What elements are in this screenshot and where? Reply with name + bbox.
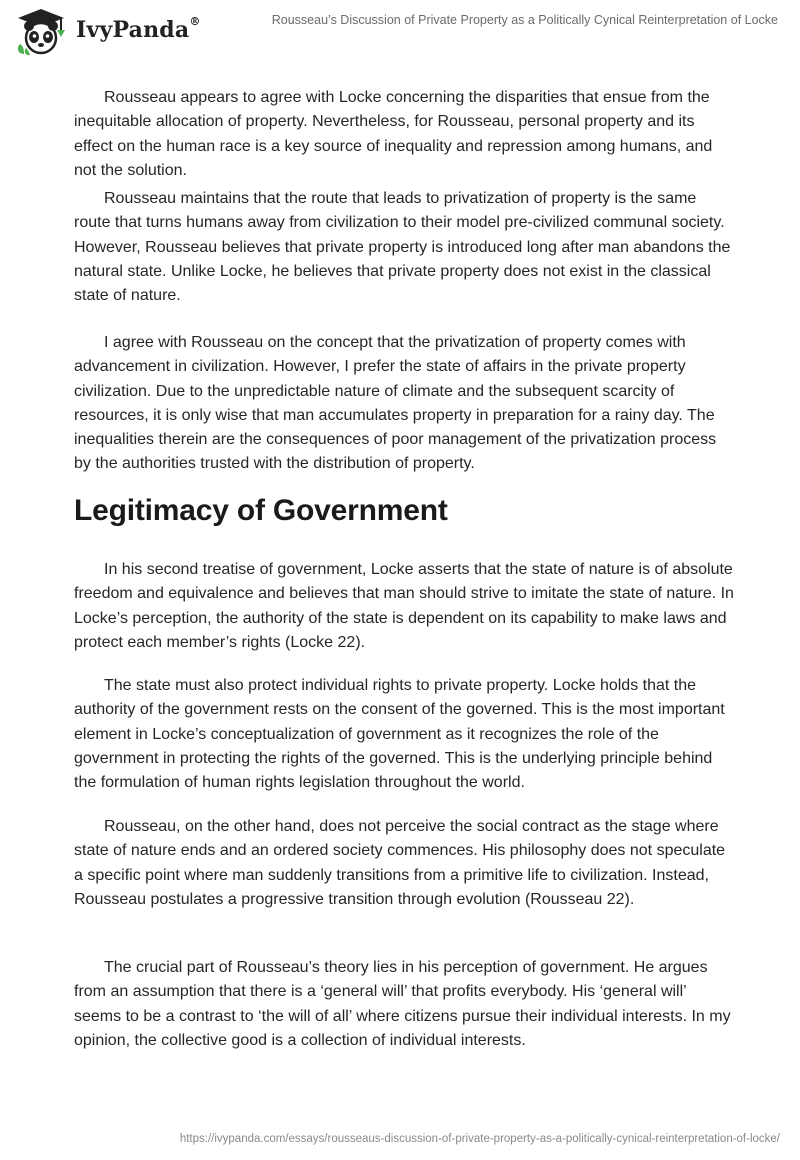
brand-name[interactable] (76, 14, 201, 43)
paragraph: Rousseau maintains that the route that leads to privatization of property is the same route that turns humans away from civilization to their model pre-civilized communal society. However, Rousseau believes that private property is introduced long after man abandons the natural state. Unlike Locke, he believes that private property does not exist in the classical state of nature. (74, 190, 731, 305)
paragraph: Rousseau, on the other hand, does not perceive the social contract as the stage where state of nature ends and an ordered society commences. His philosophy does not speculate a specific point where man suddenly transitions from a primitive life to civilization. Instead, Rousseau postulates a progressive transition through evolution (Rousseau 22). (74, 818, 726, 908)
paragraph: I agree with Rousseau on the concept that the privatization of property comes with advancement in civilization. However, I prefer the state of affairs in the private property civilization. Due to the unpredictable nature of climate and the subsequent scarcity of resources, it is only wise that man accumulates property in preparation for a rainy day. The inequalities therein are the consequences of poor management of the privatization process by the authorities trusted with the distribution of property. (74, 334, 717, 473)
document-title: Rousseau’s Discussion of Private Property as a Politically Cynical Reinterpretation of Locke (271, 13, 778, 27)
source-url[interactable]: https://ivypanda.com/essays/rousseaus-discussion-of-private-property-as-a-politically-cynical-reinterpretation-of-locke/ (179, 1133, 780, 1145)
section-heading: Legitimacy of Government (74, 494, 448, 527)
paragraph: In his second treatise of government, Locke asserts that the state of nature is of absolute freedom and equivalence and believes that man should strive to imitate the state of nature. In Locke’s perception, the authority of the state is dependent on its capability to make laws and protect each member’s rights (Locke 22). (74, 561, 734, 651)
paragraph: Rousseau appears to agree with Locke concerning the disparities that ensue from the inequitable allocation of property. Nevertheless, for Rousseau, personal property and its effect on the human race is a key source of inequality and repression among humans, and not the solution. (74, 89, 713, 179)
ivypanda-logo-icon[interactable] (14, 8, 68, 56)
registered-mark: ® (189, 14, 201, 28)
paragraph: The state must also protect individual rights to private property. Locke holds that the authority of the government rests on the consent of the governed. This is the most important element in Locke’s conceptualization of government as it recognizes the role of the government in protecting the rights of the governed. This is the underlying principle behind the formulation of human rights legislation throughout the world. (74, 677, 725, 792)
paragraph: The crucial part of Rousseau’s theory lies in his perception of government. He argues from an assumption that there is a ‘general will’ that profits everybody. His ‘general will’ seems to be a contrast to ‘the will of all’ where citizens pursue their individual interests. In my opinion, the collective good is a collection of individual interests. (74, 959, 731, 1049)
brand-text: IvyPanda (76, 17, 190, 43)
page-header (0, 0, 800, 60)
